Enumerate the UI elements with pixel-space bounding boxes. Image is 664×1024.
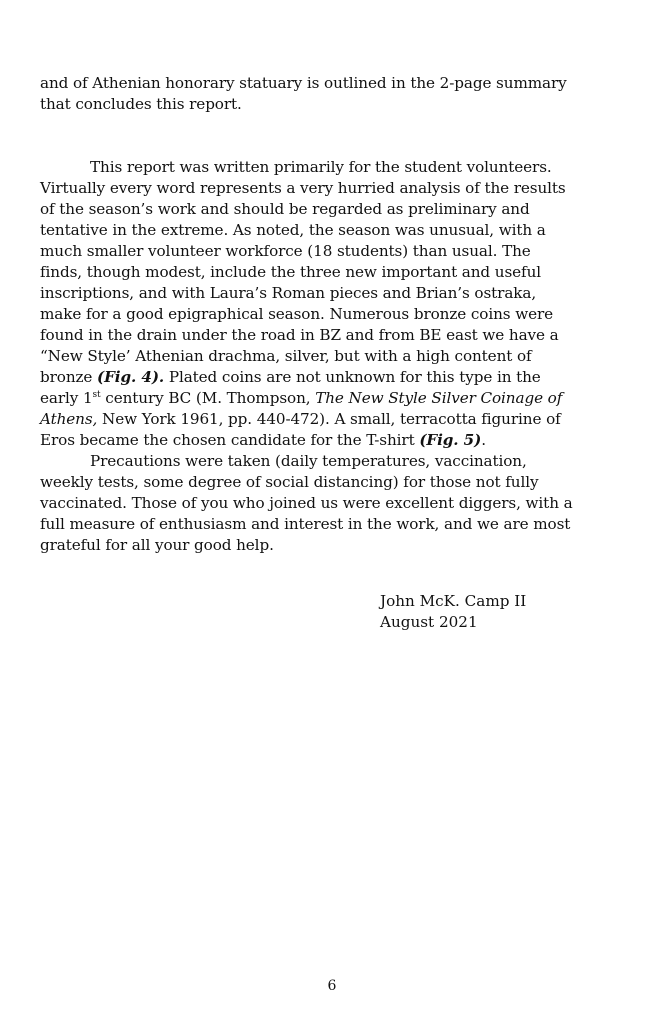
text-segment: Plated coins are not unknown for this type in the xyxy=(164,368,541,386)
text-segment: century BC (M. Thompson, xyxy=(100,389,316,407)
book-title: The New Style Silver Coinage of xyxy=(315,389,563,407)
signature-block xyxy=(380,591,526,633)
text-line: inscriptions, and with Laura’s Roman pieces and Brian’s ostraka, xyxy=(40,284,537,302)
text-line: of the season’s work and should be regarded as preliminary and xyxy=(40,200,530,218)
book-title: Athens, xyxy=(40,410,98,428)
text-line xyxy=(40,388,600,409)
text-line: weekly tests, some degree of social distancing) for those not fully xyxy=(40,473,539,491)
page-number: 6 xyxy=(327,978,337,994)
text-line xyxy=(40,409,600,430)
text-line: make for a good epigraphical season. Numerous bronze coins were xyxy=(40,305,554,323)
figure-4-reference: (Fig. 4). xyxy=(97,368,165,386)
text-line: Precautions were taken (daily temperatures, vaccination, xyxy=(90,452,527,470)
text-line: “New Style’ Athenian drachma, silver, but with a high content of xyxy=(40,347,532,365)
text-line: full measure of enthusiasm and interest in the work, and we are most xyxy=(40,515,571,533)
text-segment: . xyxy=(481,431,486,449)
text-segment: early 1 xyxy=(40,389,93,407)
text-line: grateful for all your good help. xyxy=(40,536,274,554)
text-segment: Eros became the chosen candidate for the T-shirt xyxy=(40,431,420,449)
text-line: and of Athenian honorary statuary is outlined in the 2-page summary xyxy=(40,74,567,92)
text-segment: bronze xyxy=(40,368,98,386)
text-line: much smaller volunteer workforce (18 students) than usual. The xyxy=(40,242,531,260)
text-line: found in the drain under the road in BZ and from BE east we have a xyxy=(40,326,559,344)
text-line: vaccinated. Those of you who joined us were excellent diggers, with a xyxy=(40,494,573,512)
text-line: tentative in the extreme. As noted, the season was unusual, with a xyxy=(40,221,546,239)
text-line: that concludes this report. xyxy=(40,95,242,113)
signature-date: August 2021 xyxy=(380,613,478,631)
report-body xyxy=(40,157,600,556)
intro-paragraph xyxy=(40,73,600,115)
author-name: John McK. Camp II xyxy=(380,592,527,610)
text-line xyxy=(40,430,600,451)
text-line: This report was written primarily for the student volunteers. xyxy=(90,158,552,176)
figure-5-reference: (Fig. 5) xyxy=(419,431,482,449)
text-segment: New York 1961, pp. 440-472). A small, terracotta figurine of xyxy=(97,410,561,428)
ordinal-superscript: st xyxy=(92,390,101,400)
text-line: Virtually every word represents a very hurried analysis of the results xyxy=(40,179,566,197)
text-line xyxy=(40,367,600,388)
text-line: finds, though modest, include the three new important and useful xyxy=(40,263,542,281)
